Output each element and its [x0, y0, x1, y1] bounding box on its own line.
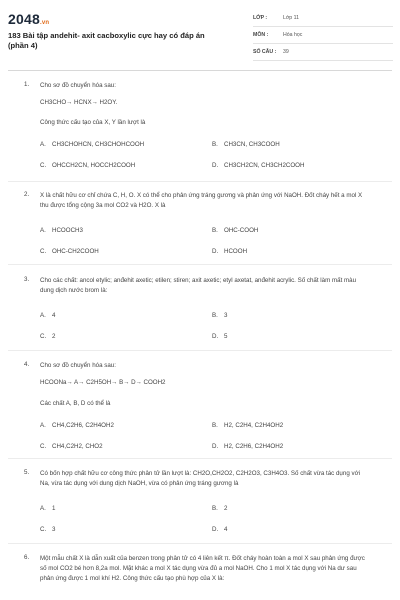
logo-text: 2048: [8, 11, 40, 27]
meta-value: Lớp 11: [283, 15, 299, 21]
option-b[interactable]: [212, 505, 227, 512]
option-a[interactable]: [40, 227, 83, 234]
option-letter: A.: [40, 312, 46, 319]
question-number: 3.: [24, 276, 30, 283]
option-letter: D.: [212, 443, 219, 450]
option-letter: D.: [212, 248, 219, 255]
question-number: 6.: [24, 554, 30, 561]
question-separator: [8, 350, 392, 351]
question-number: 1.: [24, 81, 30, 88]
option-b[interactable]: [212, 422, 283, 429]
option-d[interactable]: [212, 526, 227, 533]
option-text: CH3CH2CN, CH3CH2COOH: [224, 162, 305, 169]
option-text: HCOOH: [224, 248, 248, 255]
option-d[interactable]: [212, 162, 304, 169]
option-text: OHC-COOH: [224, 227, 259, 234]
question-reaction-line: HCOONa→ A→ C2H5OH→ B→ D→ COOH2: [40, 379, 166, 386]
meta-value: 39: [283, 49, 289, 55]
meta-value: Hóa học: [283, 32, 303, 38]
option-a[interactable]: [40, 312, 55, 319]
question-number: 2.: [24, 191, 30, 198]
question-separator: [8, 264, 392, 265]
option-b[interactable]: [212, 141, 280, 148]
option-text: CH3CHOHCN, CH3CHOHCOOH: [52, 141, 145, 148]
question-number: 4.: [24, 361, 30, 368]
option-b[interactable]: [212, 312, 227, 319]
option-d[interactable]: [212, 248, 247, 255]
question-separator: [8, 181, 392, 182]
option-letter: C.: [40, 443, 47, 450]
question-reaction-line: CH3CHO→ HCNX→ H2OY.: [40, 99, 118, 106]
option-d[interactable]: [212, 333, 227, 340]
option-text: 2: [52, 333, 56, 340]
question-text: Cho các chất: ancol etylic; anđehit axetic; etilen; stiren; axit axetic; etyl axetat, anđehit acrylic. Số chất làm mất màu dung dịch nước brom là:: [40, 277, 357, 294]
option-letter: C.: [40, 248, 47, 255]
option-text: CH4,C2H2, CHO2: [52, 443, 103, 450]
document-meta: [253, 14, 393, 65]
option-letter: A.: [40, 505, 46, 512]
option-a[interactable]: [40, 422, 114, 429]
meta-label: SỐ CÂU :: [253, 49, 277, 55]
option-letter: B.: [212, 505, 218, 512]
option-text: HCOOCH3: [52, 227, 83, 234]
option-text: 3: [224, 312, 228, 319]
meta-label: LỚP :: [253, 15, 268, 21]
option-letter: A.: [40, 141, 46, 148]
option-text: 4: [52, 312, 56, 319]
option-a[interactable]: [40, 141, 144, 148]
option-letter: C.: [40, 162, 47, 169]
question-number: 5.: [24, 469, 30, 476]
document-header: [0, 0, 400, 68]
site-logo[interactable]: [8, 11, 49, 27]
option-c[interactable]: [40, 333, 55, 340]
header-divider: [8, 70, 392, 71]
option-text: 1: [52, 505, 56, 512]
option-text: CH3CN, CH3COOH: [224, 141, 280, 148]
option-letter: D.: [212, 333, 219, 340]
question-text: Cho sơ đồ chuyển hóa sau:: [40, 362, 116, 369]
option-text: 4: [224, 526, 228, 533]
option-text: 5: [224, 333, 228, 340]
question-text: Một mẫu chất X là dẫn xuất của benzen trong phân tử có 4 liên kết π. Đốt cháy hoàn toàn a mol X sau phản ứng được số mol CO2 bé hơn 8,2a mol. Mặt khác a mol X tác dụng vừa đủ a mol NaOH. Cho 1 mol X tác dụng với Na dư sau phản ứng được 1 mol khí H2. Công thức cấu tạo phù hợp của X là:: [40, 555, 365, 582]
option-c[interactable]: [40, 162, 135, 169]
option-c[interactable]: [40, 526, 55, 533]
option-text: OHCCH2CN, HOCCH2COOH: [52, 162, 136, 169]
question-separator: [8, 458, 392, 459]
option-text: CH4,C2H6, C2H4OH2: [52, 422, 114, 429]
option-letter: D.: [212, 526, 219, 533]
option-b[interactable]: [212, 227, 258, 234]
logo-suffix: .vn: [39, 20, 50, 26]
option-text: 2: [224, 505, 228, 512]
meta-row-count: [253, 48, 393, 61]
option-letter: B.: [212, 422, 218, 429]
question-text: Có bốn hợp chất hữu cơ công thức phân tử lần lượt là: CH2O,CH2O2, C2H2O3, C3H4O3. Số chất vừa tác dụng với Na, vừa tác dụng với dung dịch NaOH, vừa có phản ứng tráng gương là: [40, 470, 361, 487]
title-line-1: 183 Bài tập andehit- axit cacboxylic cực hay có đáp án: [8, 31, 205, 40]
meta-label: MÔN :: [253, 32, 269, 38]
question-text: X là chất hữu cơ chỉ chứa C, H, O. X có thể cho phản ứng tráng gương và phản ứng với NaOH. Đốt cháy hết a mol X thu được tổng cộng 3a mol CO2 và H2O. X là: [40, 192, 363, 209]
option-letter: B.: [212, 227, 218, 234]
option-text: H2, C2H4, C2H4OH2: [224, 422, 284, 429]
option-text: H2, C2H6, C2H4OH2: [224, 443, 284, 450]
option-text: OHC-CH2COOH: [52, 248, 99, 255]
option-letter: B.: [212, 312, 218, 319]
title-line-2: (phần 4): [8, 41, 38, 50]
meta-row-subject: [253, 31, 393, 44]
option-a[interactable]: [40, 505, 55, 512]
question-prompt-line: Công thức cấu tạo của X, Y lần lượt là: [40, 119, 146, 126]
option-d[interactable]: [212, 443, 283, 450]
option-letter: C.: [40, 333, 47, 340]
option-c[interactable]: [40, 248, 99, 255]
document-title: [8, 31, 218, 51]
meta-row-grade: [253, 14, 393, 27]
question-separator: [8, 543, 392, 544]
option-letter: B.: [212, 141, 218, 148]
option-letter: C.: [40, 526, 47, 533]
question-prompt-line: Các chất A, B, D có thể là: [40, 400, 111, 407]
question-text: Cho sơ đồ chuyển hóa sau:: [40, 82, 116, 89]
option-text: 3: [52, 526, 56, 533]
option-letter: A.: [40, 227, 46, 234]
option-c[interactable]: [40, 443, 103, 450]
option-letter: D.: [212, 162, 219, 169]
option-letter: A.: [40, 422, 46, 429]
